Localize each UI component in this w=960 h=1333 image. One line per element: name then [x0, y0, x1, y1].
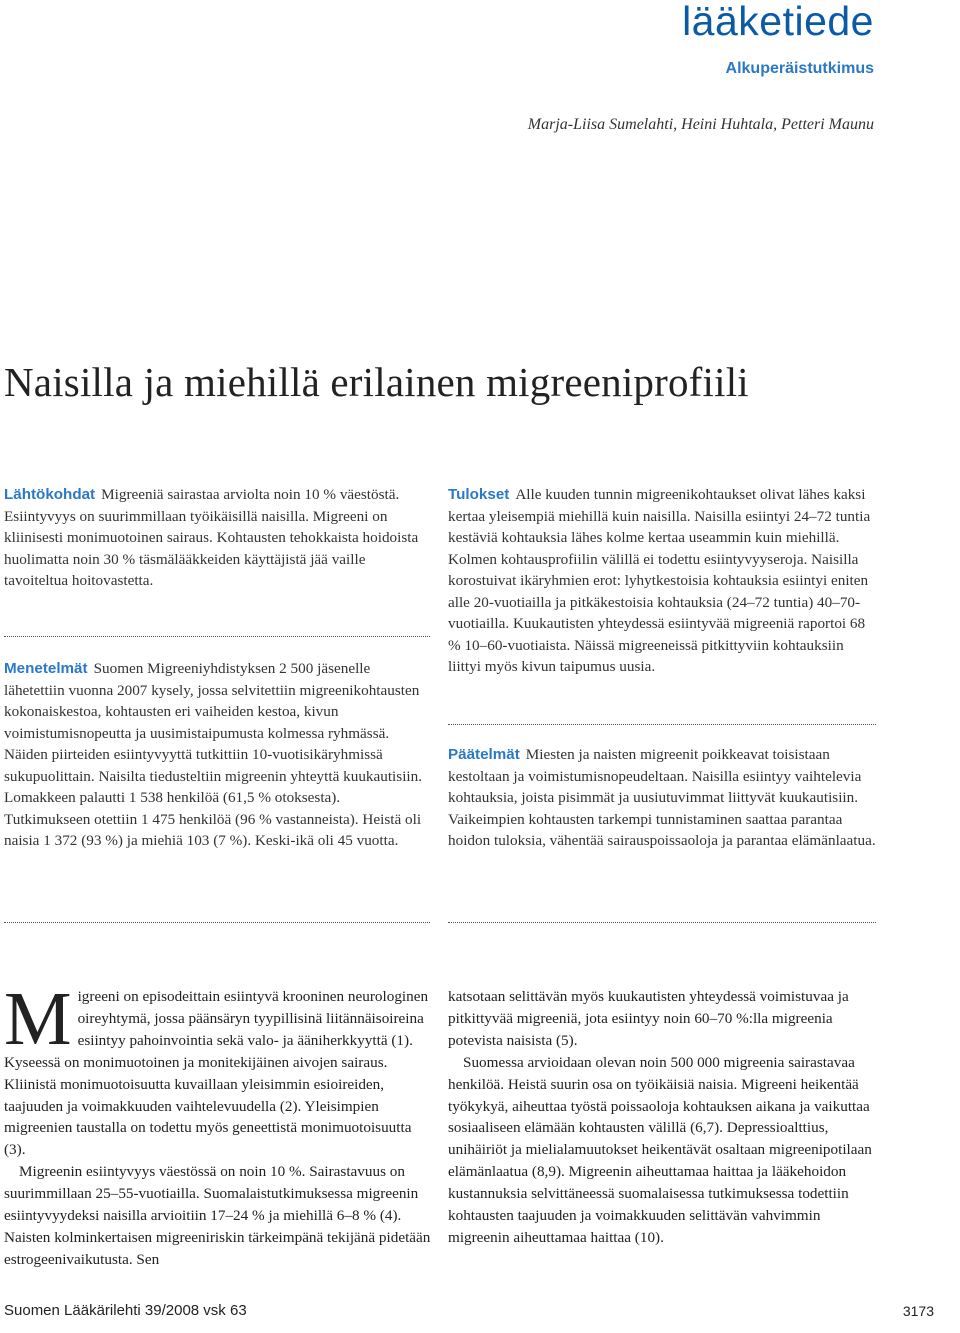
- body-text: igreeni on episodeittain esiintyvä krooninen neurologinen oireyhtymä, jossa päänsäryn tyypillisinä liitännäisoireina esiintyy pahoinvointia sekä valo- ja ääniherkkyyttä (1). Kyseessä on monimuotoinen ja monitekijäinen aivojen sairaus. Kliinistä monimuotoisuutta kuvaillaan yleisimmin esioireiden, taajuuden ja voimakkuuden vaihtelevuudella (2). Yleisimpien migreenien taustalla on todettu myös geneettistä monimuotoisuutta (3).: [4, 988, 429, 1159]
- section-label: lääketiede: [682, 0, 874, 44]
- article-title: Naisilla ja miehillä erilainen migreeniprofiili: [4, 359, 749, 405]
- body-right-column: [448, 986, 878, 1249]
- abstract-methods-block: [4, 658, 430, 852]
- body-left-column: [4, 977, 432, 1271]
- background-text: Migreeniä sairastaa arviolta noin 10 % väestöstä. Esiintyvyys on suurimmillaan työikäisillä naisilla. Migreeni on kliinisesti monimuotoinen sairaus. Kohtausten tehokkaista hoidoista huolimatta noin 30 % täsmälääkkeiden käyttäjistä jää vaille tavoiteltua hoitovastetta.: [4, 486, 419, 589]
- abstract-background: [4, 484, 430, 592]
- body-paragraph: [4, 977, 432, 1161]
- results-text: Alle kuuden tunnin migreenikohtaukset olivat lähes kaksi kertaa yleisempiä miehillä kuin naisilla. Naisilla esiintyi 24–72 tuntia kestäviä kohtauksia lähes kolme kertaa useammin kuin miehillä. Kolmen kohtausprofiilin välillä ei todettu esiintyvyyseroja. Naisilla korostuivat ikäryhmien erot: lyhytkestoisia kohtauksia esiintyi eniten alle 20-vuotiailla ja pitkäkestoisia kohtauksia (24–72 tuntia) 40–70-vuotiailla. Kuukautisten yhteydessä esiintyvää migreeniä raportoi 68 % 10–60-vuotiaista. Näissä migreeneissä pitkittyviin kohtauksiin liittyi myös kivun taipumus uusia.: [448, 486, 871, 675]
- article-type: Alkuperäistutkimus: [725, 60, 874, 77]
- abstract-right-column: [448, 484, 876, 678]
- abstract-results: [448, 484, 876, 678]
- conclusions-text: Miesten ja naisten migreenit poikkeavat toisistaan kestoltaan ja voimistumisnopeudeltaan. Naisilla esiintyy vaihtelevia kohtauksia, joista pisimmät ja uusiutuvimmat liittyvät kuukautisiin. Vaikeimpien kohtausten tarkempi tunnistaminen saattaa parantaa hoidon tuloksia, vähentää sairauspoissaoloja ja parantaa elämänlaatua.: [448, 746, 876, 849]
- background-heading: Lähtökohdat: [4, 486, 96, 503]
- drop-cap: M: [4, 977, 72, 1061]
- divider: [448, 922, 876, 923]
- results-heading: Tulokset: [448, 486, 510, 503]
- abstract-conclusions: [448, 744, 876, 852]
- methods-text: Suomen Migreeniyhdistyksen 2 500 jäsenelle lähetettiin vuonna 2007 kysely, jossa selvitettiin migreenikohtausten kokonaiskestoa, kohtausten eri vaiheiden kestoa, kivun voimistumisnopeutta ja uusimistaipumusta kolmessa ryhmässä. Näiden piirteiden esiintyvyyttä tutkittiin 10-vuotisikäryhmissä sukupuolittain. Naisilta tiedusteltiin migreenin yhteyttä kuukautisiin. Lomakkeen palautti 1 538 henkilöä (61,5 % otoksesta). Tutkimukseen otettiin 1 475 henkilöä (96 % vastanneista). Heistä oli naisia 1 372 (93 %) ja miehiä 103 (7 %). Keski-ikä oli 45 vuotta.: [4, 660, 423, 849]
- divider: [448, 724, 876, 725]
- abstract-conclusions-block: [448, 744, 876, 852]
- methods-heading: Menetelmät: [4, 660, 88, 677]
- abstract-left-column: [4, 484, 430, 592]
- divider: [4, 922, 430, 923]
- body-paragraph: Migreenin esiintyvyys väestössä on noin 10 %. Sairastavuus on suurimmillaan 25–55-vuotiailla. Suomalaistutkimuksessa migreenin esiintyvyydeksi naisilla arvioitiin 17–24 % ja miehillä 6–8 % (4). Naisten kolminkertaisen migreeniriskin tärkeimpänä tekijänä pidetään estrogeenivaikutusta. Sen: [4, 1163, 431, 1268]
- body-paragraph: katsotaan selittävän myös kuukautisten yhteydessä voimistuvaa ja pitkittyvää migreeniä, jota esiintyy noin 60–70 %:lla migreenia potevista naisista (5).: [448, 988, 849, 1049]
- body-paragraph: Suomessa arvioidaan olevan noin 500 000 migreenia sairastavaa henkilöä. Heistä suurin osa on työikäisiä naisia. Migreeni heikentää työkykyä, aiheuttaa työstä poissaoloja kohtauksen aikana ja vaikuttaa sosiaaliseen elämään kohtausten välillä (6,7). Depressioalttius, unihäiriöt ja mielialamuutokset heikentävät osaltaan migreenipotilaan elämänlaatua (8,9). Migreenin aiheuttamaa haittaa ja lääkehoidon kustannuksia selvittäneessä suomalaisessa tutkimuksessa todettiin kohtausten taajuuden ja voimakkuuden selittävän vahvimmin migreenin aiheuttamaa haittaa (10).: [448, 1053, 872, 1246]
- abstract-methods: [4, 658, 430, 852]
- journal-footer: Suomen Lääkärilehti 39/2008 vsk 63: [4, 1302, 247, 1319]
- conclusions-heading: Päätelmät: [448, 746, 520, 763]
- authors: Marja-Liisa Sumelahti, Heini Huhtala, Petteri Maunu: [527, 116, 874, 133]
- page-number: 3173: [902, 1303, 934, 1319]
- divider: [4, 636, 430, 637]
